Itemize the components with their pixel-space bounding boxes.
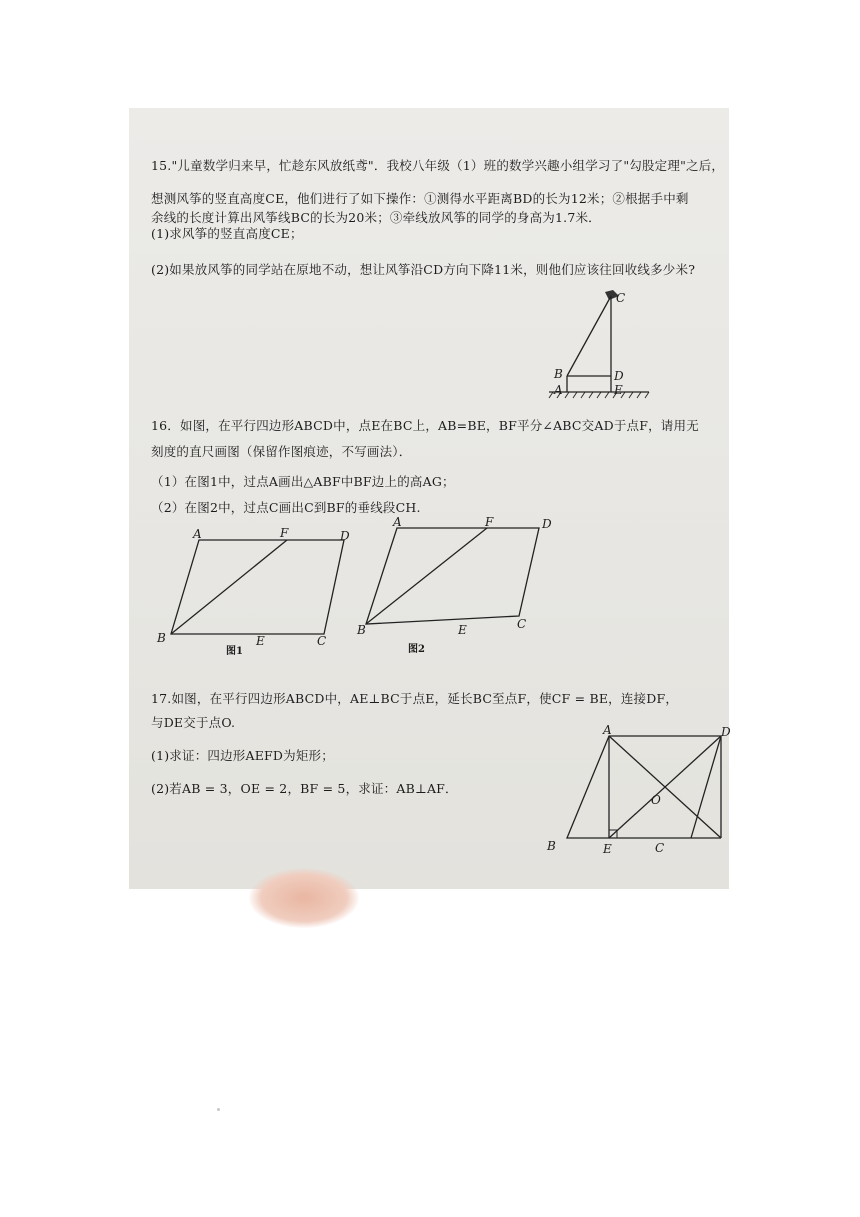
label-a: A xyxy=(554,383,563,397)
label-e: E xyxy=(614,383,623,397)
fig1-label-a: A xyxy=(193,527,202,541)
fig-label-e: E xyxy=(603,842,612,856)
q16-part-1: （1）在图1中，过点A画出△ABF中BF边上的高AG； xyxy=(151,474,455,489)
q17-part-2: (2)若AB = 3，OE = 2，BF = 5，求证：AB⊥AF． xyxy=(151,781,458,796)
fig1-caption: 图1 xyxy=(226,646,243,657)
fig1-label-b: B xyxy=(157,631,166,645)
fig1-label-f: F xyxy=(280,526,289,540)
kite-line-bc xyxy=(567,296,611,376)
fig2-label-f: F xyxy=(485,515,494,529)
q17-line-1: 17.如图，在平行四边形ABCD中，AE⊥BC于点E，延长BC至点F，使CF = BE，连接DF， xyxy=(151,691,679,706)
q16-part-2: （2）在图2中，过点C画出C到BF的垂线段CH. xyxy=(151,500,421,515)
finger-shadow xyxy=(249,868,359,928)
fig1-label-c: C xyxy=(317,634,327,648)
photographed-worksheet xyxy=(129,108,729,889)
q15-line-3: 余线的长度计算出风筝线BC的长为20米；③牵线放风筝的同学的身高为1.7米． xyxy=(151,210,601,225)
parallelogram-abcd-1 xyxy=(171,540,344,634)
parallelogram-abcd-2 xyxy=(366,528,539,624)
q16-line-1: 16．如图，在平行四边形ABCD中，点E在BC上，AB=BE，BF平分∠ABC交AD于点F，请用无 xyxy=(151,418,699,433)
q15-line-1: 15."儿童数学归来早，忙趁东风放纸鸢"．我校八年级（1）班的数学兴趣小组学习了"勾股定理"之后， xyxy=(151,158,725,173)
stray-dot xyxy=(217,1108,220,1111)
fig2-label-c: C xyxy=(517,617,527,631)
q16-figure-1 xyxy=(149,526,364,656)
fig-label-c: C xyxy=(655,841,665,855)
fig2-caption: 图2 xyxy=(408,644,425,655)
fig2-label-a: A xyxy=(393,515,402,529)
q15-line-2: 想测风筝的竖直高度CE，他们进行了如下操作：①测得水平距离BD的长为12米；②根据手中剩 xyxy=(151,191,689,206)
q17-figure xyxy=(539,723,731,856)
fig2-label-b: B xyxy=(357,623,366,637)
label-d: D xyxy=(614,369,624,383)
parallelogram-abcd xyxy=(567,736,721,838)
fig1-label-e: E xyxy=(256,634,265,648)
fig2-label-d: D xyxy=(542,517,552,531)
fig2-label-e: E xyxy=(458,623,467,637)
fig-label-b: B xyxy=(547,839,556,853)
segment-bf-1 xyxy=(171,540,287,634)
q17-part-1: (1)求证：四边形AEFD为矩形； xyxy=(151,748,334,763)
label-b: B xyxy=(554,367,563,381)
q15-part-1: (1)求风筝的竖直高度CE； xyxy=(151,226,303,241)
segment-bf-2 xyxy=(366,528,487,624)
ground-hatching xyxy=(549,392,649,398)
q15-kite-figure xyxy=(519,280,699,410)
label-c: C xyxy=(616,291,626,305)
fig-label-a: A xyxy=(603,723,612,737)
fig-label-d: D xyxy=(721,725,731,739)
fig1-label-d: D xyxy=(340,529,350,543)
q16-line-2: 刻度的直尺画图（保留作图痕迹，不写画法）． xyxy=(151,444,412,459)
q16-figure-2 xyxy=(349,515,559,658)
fig-label-o: O xyxy=(651,793,661,807)
q17-line-2: 与DE交于点O. xyxy=(151,715,236,730)
q15-part-2: (2)如果放风筝的同学站在原地不动，想让风筝沿CD方向下降11米，则他们应该往回收线多少米? xyxy=(151,262,696,277)
